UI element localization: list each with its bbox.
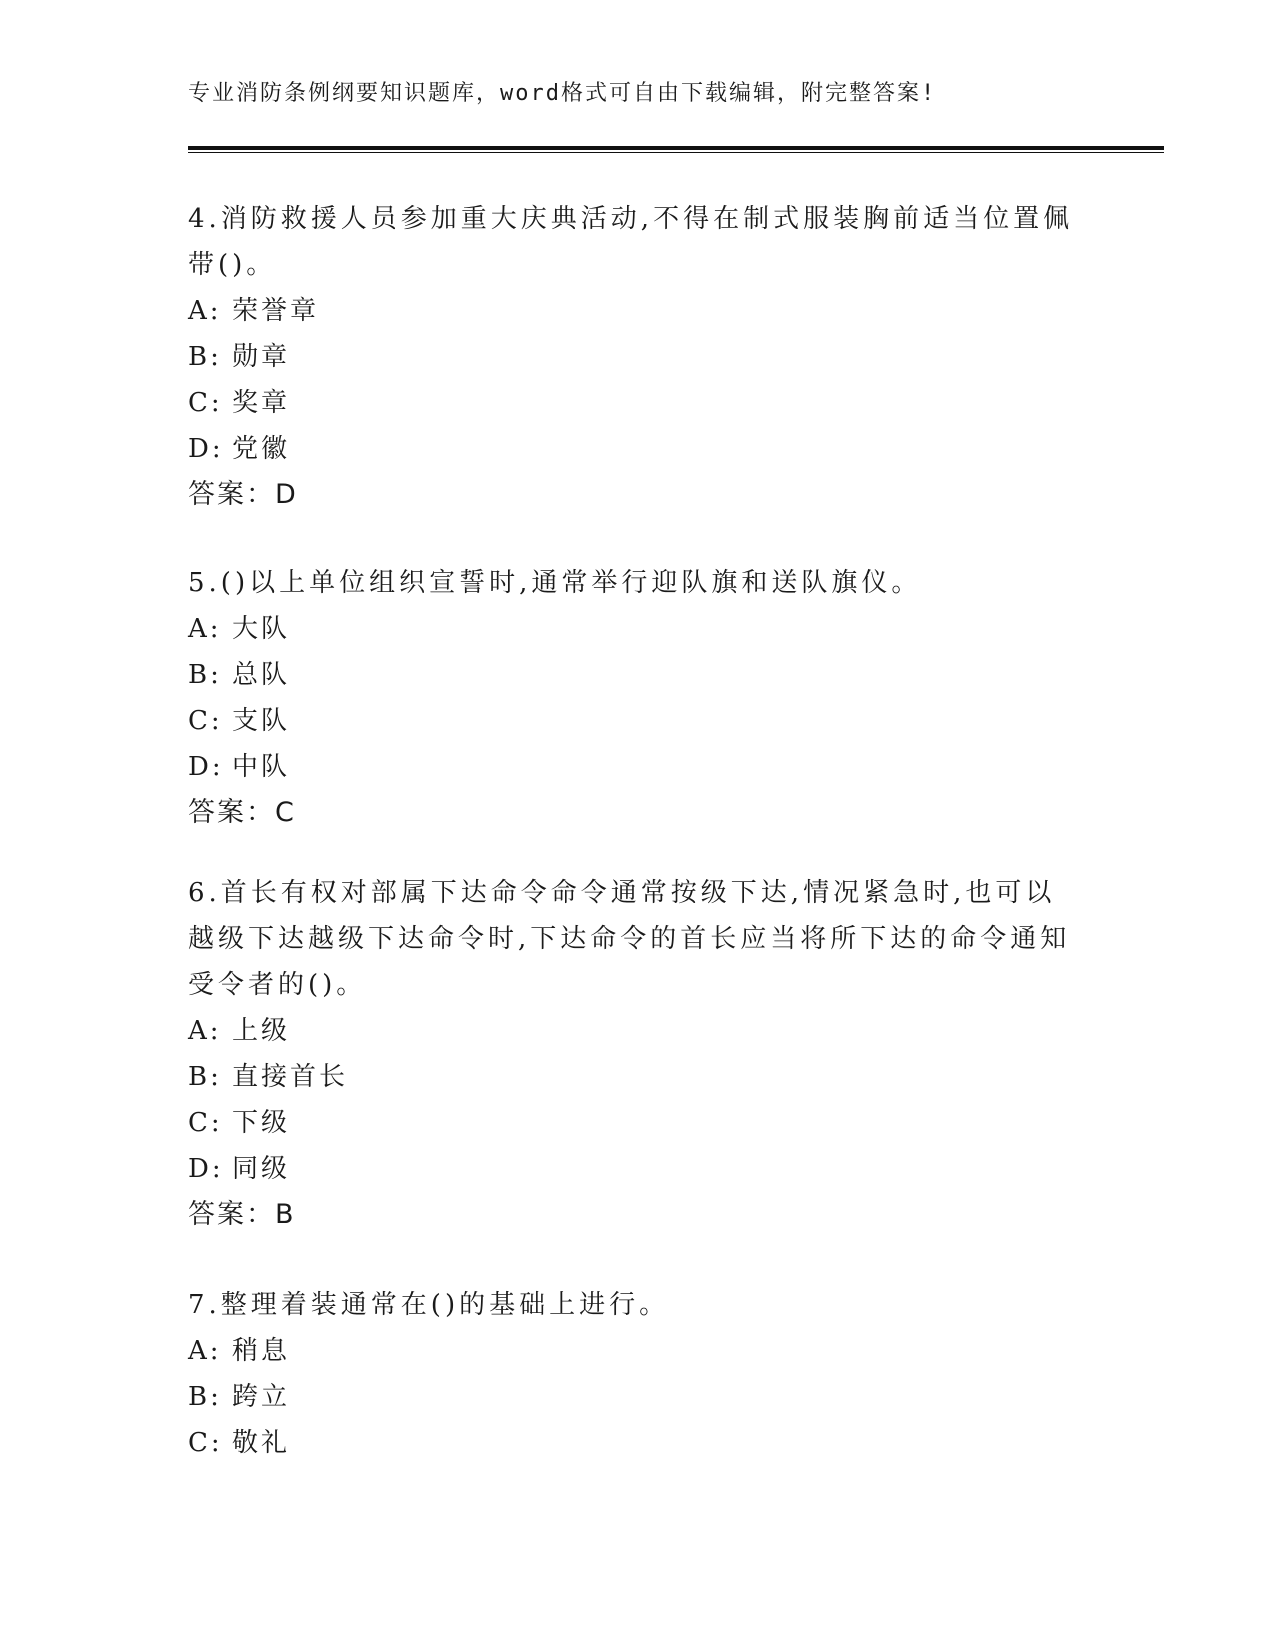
option-text: 奖章 xyxy=(232,388,291,418)
option-c xyxy=(188,698,1088,744)
option-text: 大队 xyxy=(232,614,291,644)
question-stem: 4.消防救援人员参加重大庆典活动,不得在制式服装胸前适当位置佩带()。 xyxy=(188,204,1074,280)
option-c xyxy=(188,1100,1088,1146)
option-text: 中队 xyxy=(232,752,291,782)
option-letter: A: xyxy=(188,614,222,644)
option-letter: B: xyxy=(188,1382,222,1412)
option-letter: D: xyxy=(188,1154,224,1184)
option-text: 稍息 xyxy=(232,1336,291,1366)
question-5 xyxy=(188,560,1088,836)
option-letter: A: xyxy=(188,1336,222,1366)
option-text: 党徽 xyxy=(232,434,291,464)
option-letter: B: xyxy=(188,660,222,690)
question-7 xyxy=(188,1282,1088,1466)
option-letter: C: xyxy=(188,388,223,418)
question-6 xyxy=(188,870,1088,1238)
option-b xyxy=(188,652,1088,698)
option-c xyxy=(188,1420,1088,1466)
option-a xyxy=(188,1008,1088,1054)
question-stem: 7.整理着装通常在()的基础上进行。 xyxy=(188,1290,670,1320)
option-letter: B: xyxy=(188,342,222,372)
option-d xyxy=(188,744,1088,790)
option-text: 总队 xyxy=(232,660,291,690)
option-letter: C: xyxy=(188,706,223,736)
option-letter: A: xyxy=(188,1016,222,1046)
option-a xyxy=(188,1328,1088,1374)
option-text: 同级 xyxy=(232,1154,291,1184)
option-text: 直接首长 xyxy=(232,1062,349,1092)
answer-key: 答案：B xyxy=(188,1199,296,1230)
option-letter: D: xyxy=(188,752,224,782)
option-a xyxy=(188,288,1088,334)
option-text: 支队 xyxy=(232,706,291,736)
option-a xyxy=(188,606,1088,652)
option-c xyxy=(188,380,1088,426)
option-letter: C: xyxy=(188,1428,223,1458)
option-d xyxy=(188,426,1088,472)
answer-key: 答案：D xyxy=(188,479,298,510)
option-letter: C: xyxy=(188,1108,223,1138)
option-text: 下级 xyxy=(232,1108,291,1138)
option-letter: B: xyxy=(188,1062,222,1092)
option-text: 勋章 xyxy=(232,342,291,372)
option-letter: D: xyxy=(188,434,224,464)
page-header: 专业消防条例纲要知识题库，word格式可自由下载编辑，附完整答案! xyxy=(188,81,937,106)
option-text: 上级 xyxy=(232,1016,291,1046)
option-text: 敬礼 xyxy=(232,1428,291,1458)
option-d xyxy=(188,1146,1088,1192)
header-divider-thin xyxy=(188,152,1164,153)
option-b xyxy=(188,1374,1088,1420)
question-stem: 6.首长有权对部属下达命令命令通常按级下达,情况紧急时,也可以 越级下达越级下达命令时,下达命令的首长应当将所下达的命令通知受令者的()。 xyxy=(188,878,1071,1000)
option-b xyxy=(188,334,1088,380)
option-b xyxy=(188,1054,1088,1100)
question-4 xyxy=(188,196,1088,518)
answer-key: 答案：C xyxy=(188,797,296,828)
option-letter: A: xyxy=(188,296,222,326)
question-stem: 5.()以上单位组织宣誓时,通常举行迎队旗和送队旗仪。 xyxy=(188,568,922,598)
option-text: 跨立 xyxy=(232,1382,291,1412)
option-text: 荣誉章 xyxy=(232,296,320,326)
header-divider-thick xyxy=(188,146,1164,150)
